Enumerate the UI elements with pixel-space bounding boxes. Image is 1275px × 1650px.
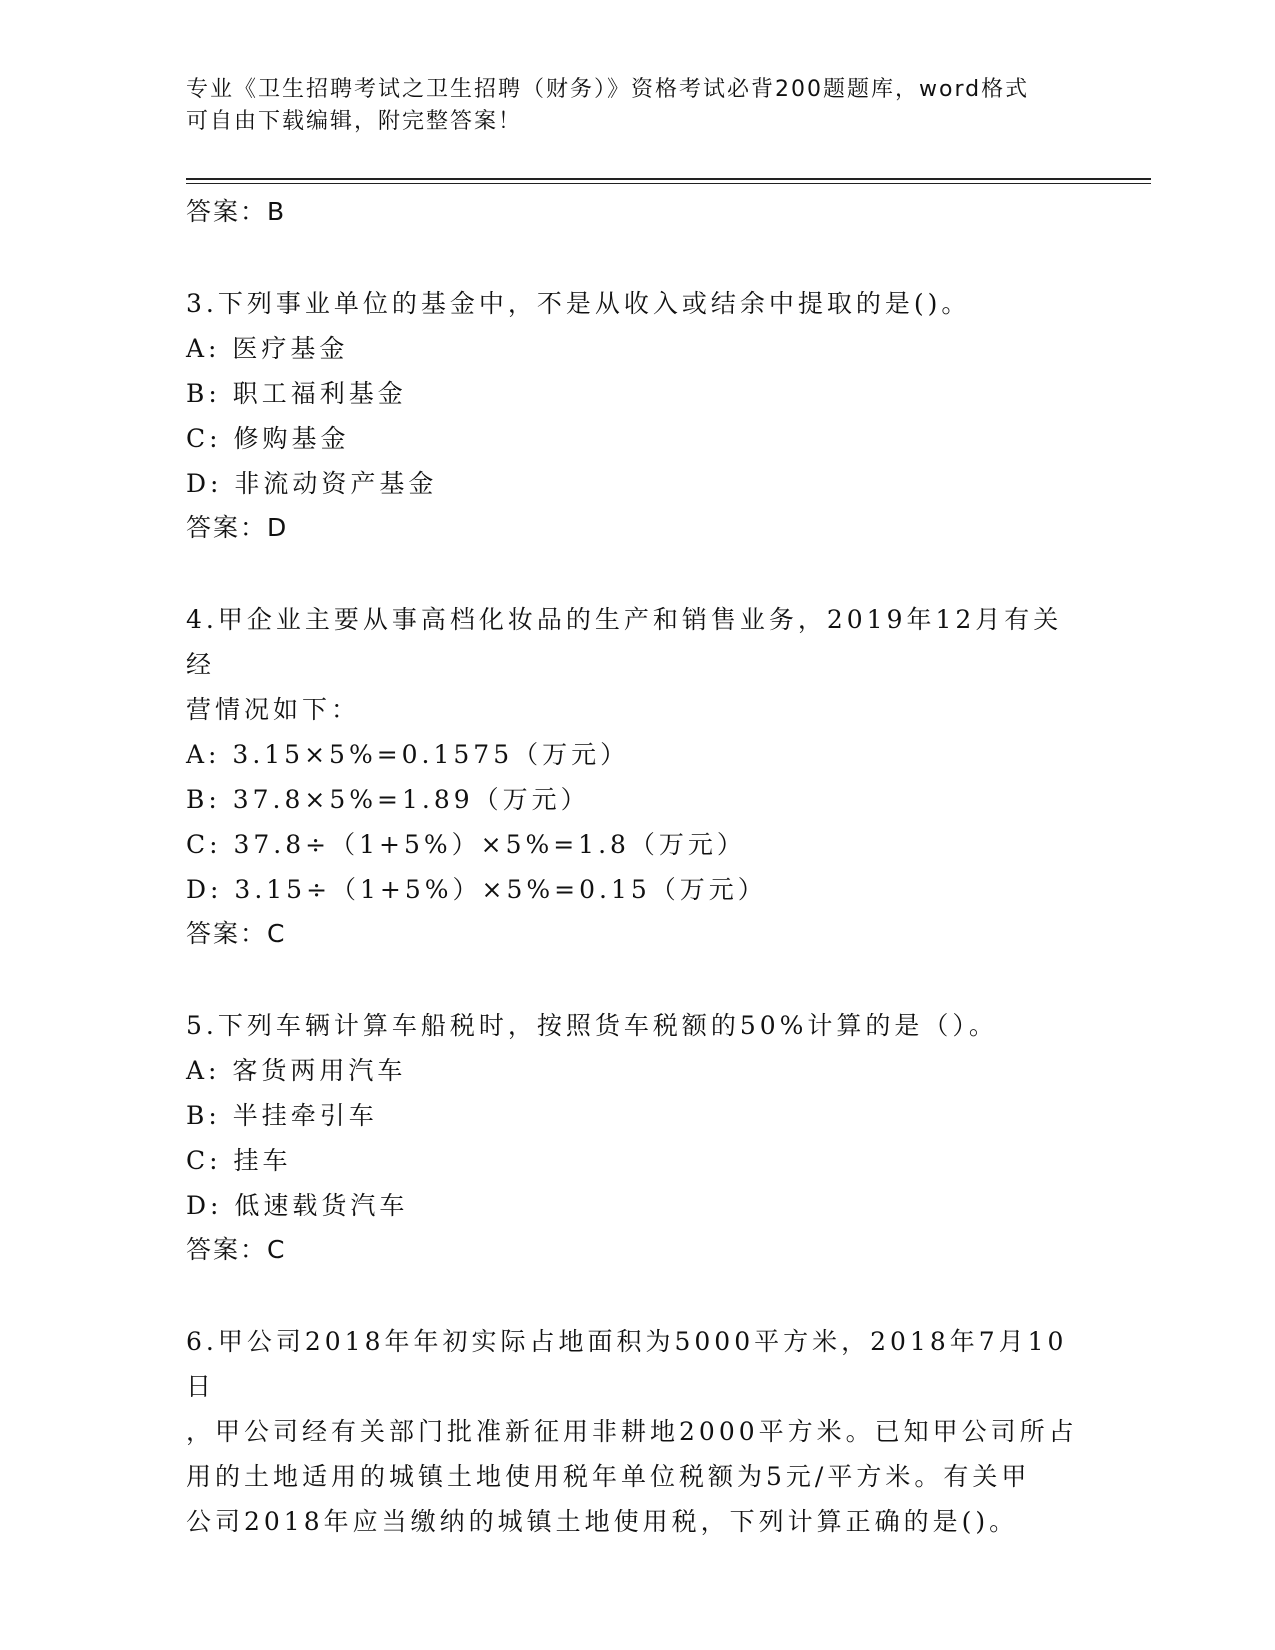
option-b: B: 职工福利基金 [186, 379, 407, 408]
spacer [186, 550, 1086, 597]
header-line-2: 可自由下载编辑，附完整答案！ [186, 109, 523, 134]
question-text: 5.下列车辆计算车船税时，按照货车税额的50%计算的是（）。 [186, 1011, 998, 1040]
option-b: B: 半挂牵引车 [186, 1101, 378, 1130]
question-block-6 [186, 1319, 1086, 1544]
answer-line: 答案：D [186, 513, 289, 542]
option-d: D: 低速载货汽车 [186, 1191, 409, 1220]
question-text-line-2: ，甲公司经有关部门批准新征用非耕地2000平方米。已知甲公司所占 [186, 1417, 1078, 1446]
option-d: D: 非流动资产基金 [186, 469, 438, 498]
question-block-2 [186, 190, 1086, 234]
option-a: A: 3.15×5%=0.1575（万元） [186, 740, 630, 769]
question-block-4 [186, 597, 1086, 956]
spacer [186, 1272, 1086, 1319]
spacer [186, 234, 1086, 281]
question-text: 3.下列事业单位的基金中，不是从收入或结余中提取的是()。 [186, 289, 971, 318]
header-line-1: 专业《卫生招聘考试之卫生招聘（财务）》资格考试必背200题题库，word格式 [186, 77, 1030, 102]
option-c: C: 37.8÷（1+5%）×5%=1.8（万元） [186, 830, 746, 859]
question-text-line-1: 4.甲企业主要从事高档化妆品的生产和销售业务，2019年12月有关经 [186, 605, 1063, 679]
option-a: A: 客货两用汽车 [186, 1056, 407, 1085]
answer-line: 答案：B [186, 197, 287, 226]
option-c: C: 修购基金 [186, 424, 350, 453]
question-block-5 [186, 1003, 1086, 1272]
header-rule-thin [186, 183, 1151, 184]
document-header [186, 74, 1086, 138]
question-block-3 [186, 281, 1086, 550]
answer-line: 答案：C [186, 1235, 287, 1264]
question-text-line-1: 6.甲公司2018年年初实际占地面积为5000平方米，2018年7月10日 [186, 1327, 1068, 1401]
question-text-line-2: 营情况如下： [186, 695, 361, 724]
option-b: B: 37.8×5%=1.89（万元） [186, 785, 590, 814]
question-text-line-4: 公司2018年应当缴纳的城镇土地使用税，下列计算正确的是()。 [186, 1507, 1019, 1536]
spacer [186, 956, 1086, 1003]
header-rule-thick [186, 178, 1151, 180]
question-text-line-3: 用的土地适用的城镇土地使用税年单位税额为5元/平方米。有关甲 [186, 1462, 1031, 1491]
option-c: C: 挂车 [186, 1146, 292, 1175]
option-a: A: 医疗基金 [186, 334, 349, 363]
question-list [186, 190, 1086, 1544]
option-d: D: 3.15÷（1+5%）×5%=0.15（万元） [186, 875, 767, 904]
answer-line: 答案：C [186, 919, 287, 948]
